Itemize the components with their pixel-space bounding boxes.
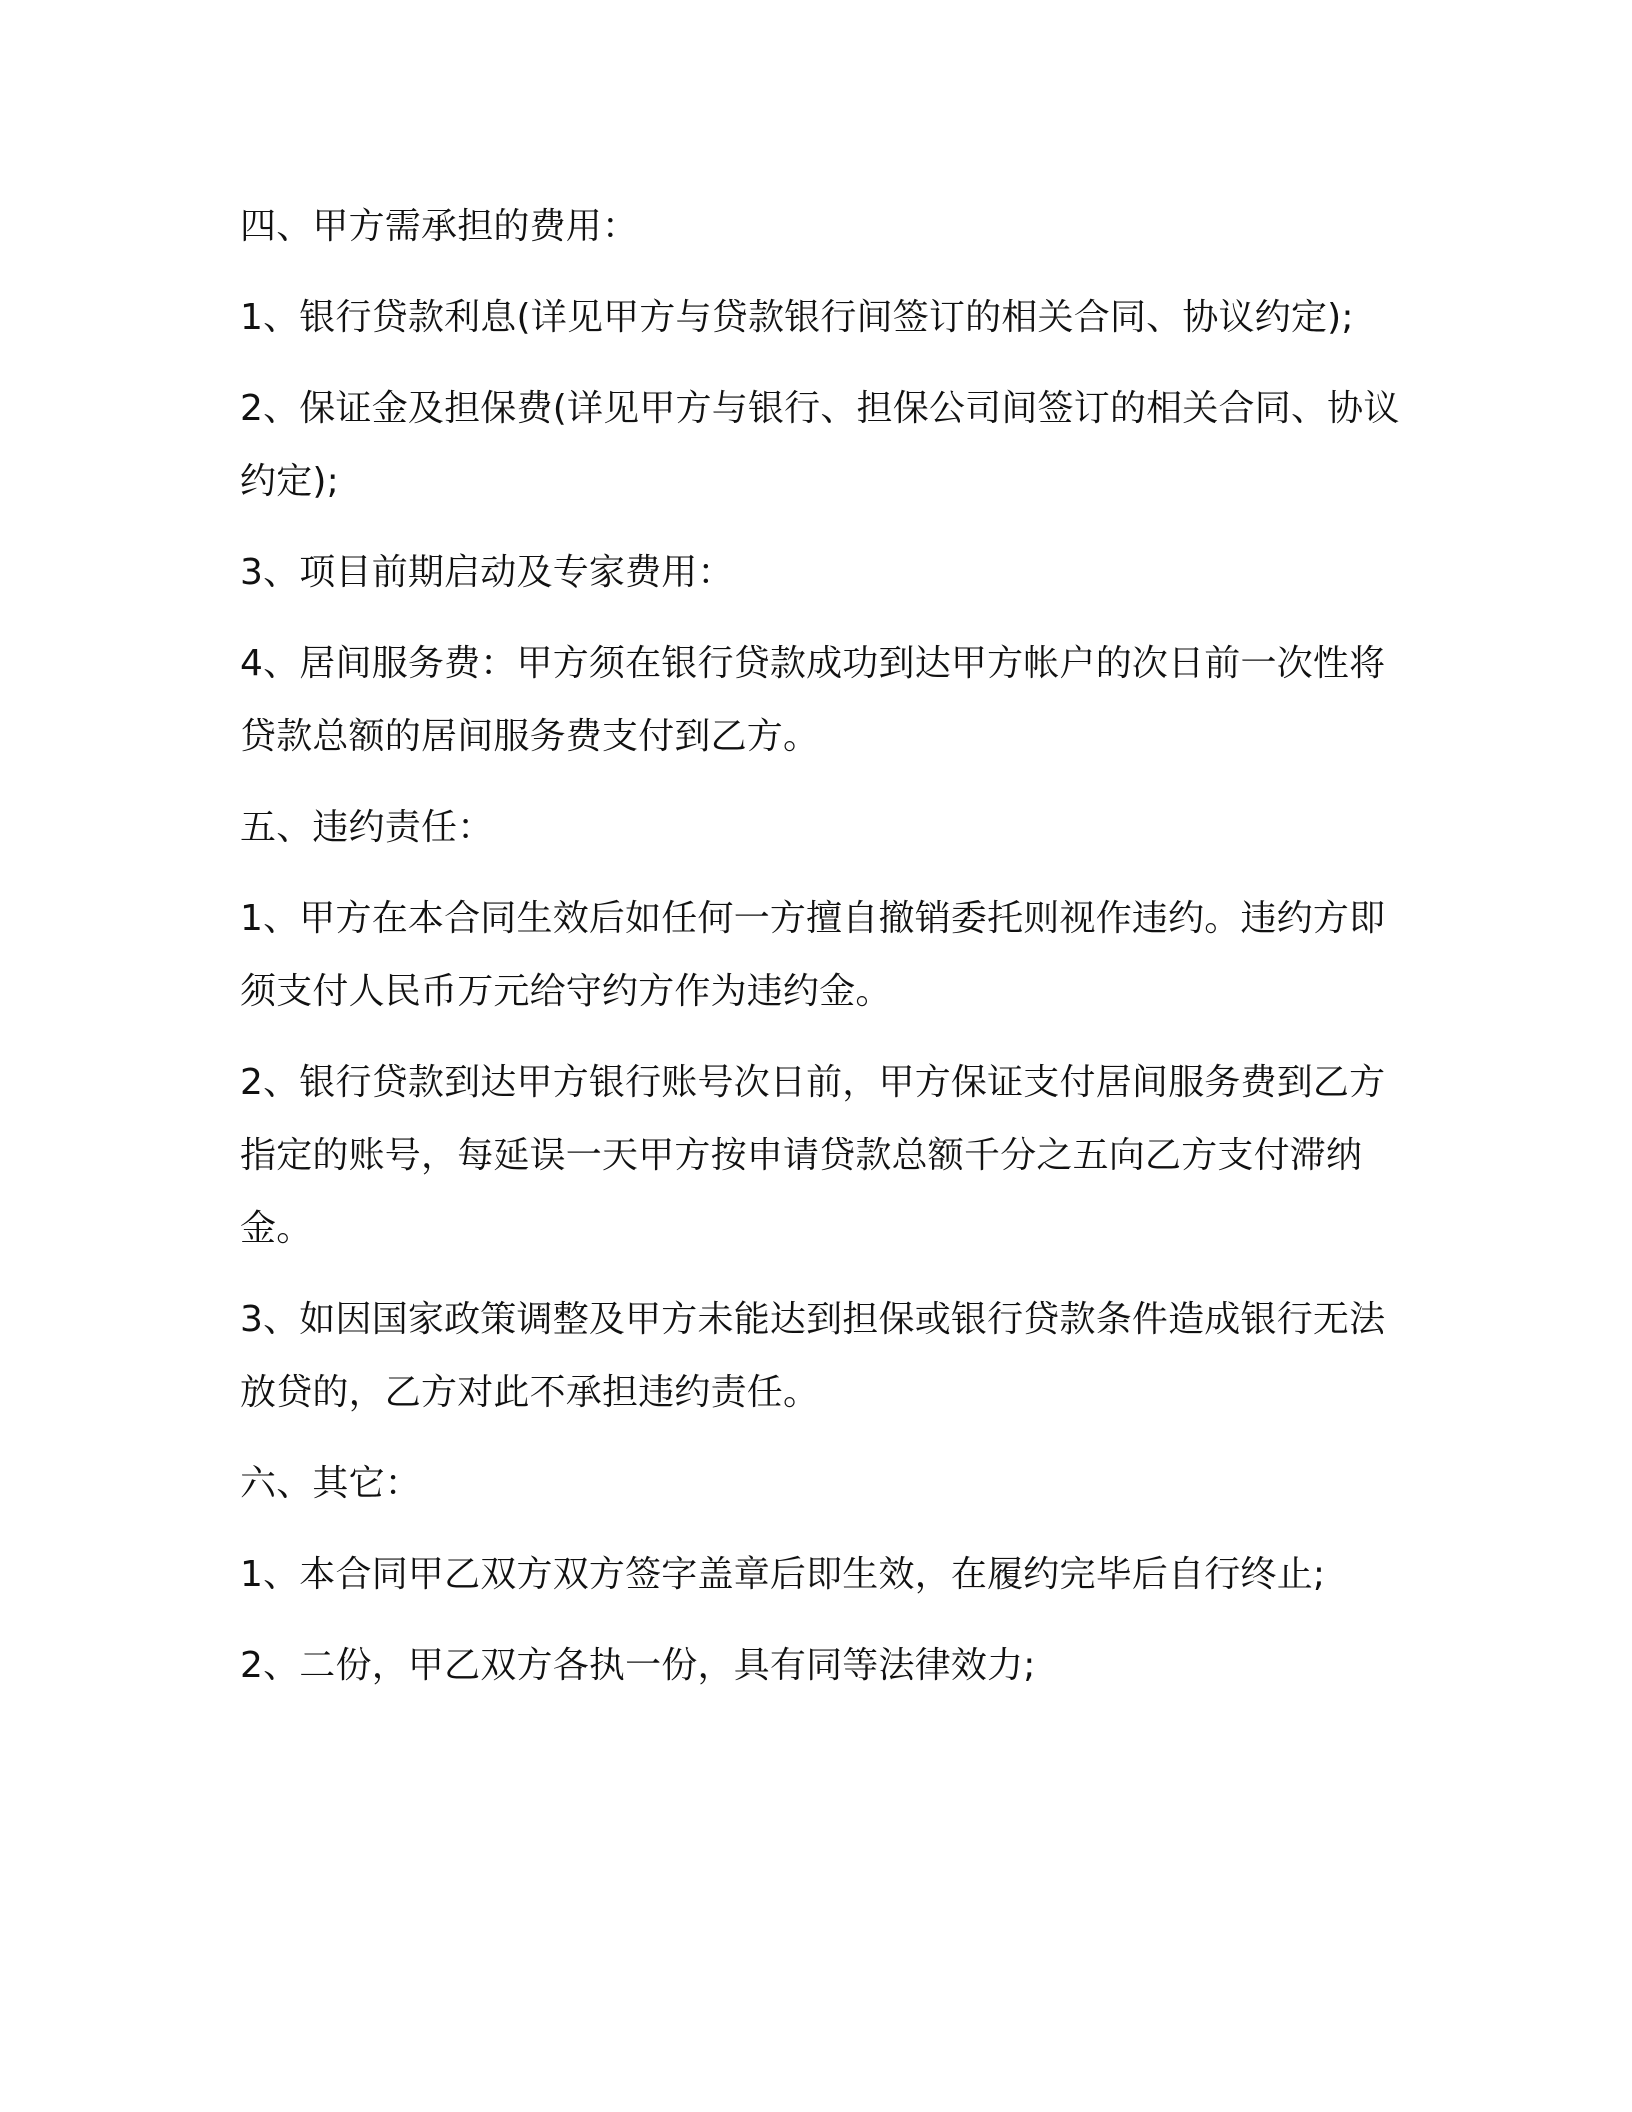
clause-liability-2: 2、银行贷款到达甲方银行账号次日前，甲方保证支付居间服务费到乙方指定的账号，每延误一天甲方按申请贷款总额千分之五向乙方支付滞纳金。 [240,1062,1386,1249]
clause-liability-3: 3、如因国家政策调整及甲方未能达到担保或银行贷款条件造成银行无法放贷的，乙方对此不承担违约责任。 [240,1299,1386,1413]
section-heading-fees: 四、甲方需承担的费用： [240,206,639,247]
clause-fee-2: 2、保证金及担保费(详见甲方与银行、担保公司间签订的相关合同、协议约定); [240,388,1400,502]
clause-fee-3: 3、项目前期启动及专家费用： [240,552,734,593]
clause-other-2: 2、二份，甲乙双方各执一份，具有同等法律效力; [240,1645,1036,1686]
section-heading-liability: 五、违约责任： [240,807,494,848]
section-heading-other: 六、其它： [240,1463,422,1504]
clause-other-1: 1、本合同甲乙双方双方签字盖章后即生效，在履约完毕后自行终止; [240,1554,1326,1595]
clause-liability-1: 1、甲方在本合同生效后如任何一方擅自撤销委托则视作违约。违约方即须支付人民币万元给守约方作为违约金。 [240,898,1386,1012]
clause-fee-1: 1、银行贷款利息(详见甲方与贷款银行间签订的相关合同、协议约定); [240,297,1354,338]
clause-fee-4: 4、居间服务费：甲方须在银行贷款成功到达甲方帐户的次日前一次性将贷款总额的居间服务费支付到乙方。 [240,643,1386,757]
document-body [240,190,1400,1720]
